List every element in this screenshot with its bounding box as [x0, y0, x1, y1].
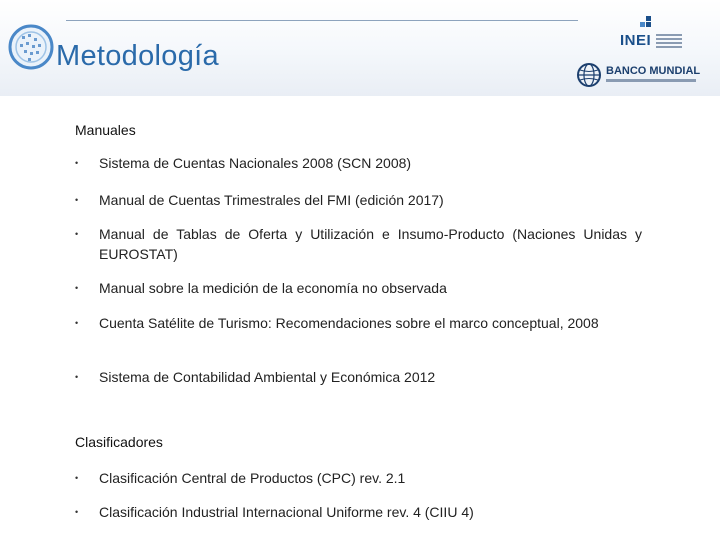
bullet: • [75, 283, 79, 293]
section-title-manuales: Manuales [75, 122, 136, 138]
bullet: • [75, 158, 79, 168]
list-item-text: Sistema de Cuentas Nacionales 2008 (SCN 2008) [99, 155, 412, 171]
header-divider [66, 20, 578, 21]
list-item-text: Clasificación Industrial Internacional Uniforme rev. 4 (CIIU 4) [99, 504, 474, 520]
section-title-clasificadores: Clasificadores [75, 434, 163, 450]
worldbank-globe-icon [576, 62, 602, 88]
list-item-text: Cuenta Satélite de Turismo: Recomendaciones sobre el marco conceptual, 2008 [99, 315, 599, 331]
bullet: • [75, 507, 79, 517]
bullet: • [75, 318, 79, 328]
globe-logo-icon [6, 22, 56, 72]
worldbank-logo-text: BANCO MUNDIAL [606, 65, 701, 77]
worldbank-logo-subtext [606, 79, 696, 82]
list-item-text: Sistema de Contabilidad Ambiental y Económica 2012 [99, 369, 436, 385]
list-item-text: Manual de Tablas de Oferta y Utilización e Insumo-Producto (Naciones Unidas y EUROSTAT) [99, 226, 642, 262]
list-item-text: Manual de Cuentas Trimestrales del FMI (edición 2017) [99, 192, 444, 208]
list-item-text: Clasificación Central de Productos (CPC) rev. 2.1 [99, 470, 406, 486]
worldbank-logo [576, 62, 716, 90]
bullet: • [75, 372, 79, 382]
list-item-text: Manual sobre la medición de la economía no observada [99, 280, 447, 296]
bullet: • [75, 229, 79, 239]
bullet: • [75, 473, 79, 483]
inei-logo-subtext [656, 34, 682, 50]
page-title: Metodología [56, 40, 219, 72]
inei-logo-text: INEI [620, 32, 652, 49]
bullet: • [75, 195, 79, 205]
